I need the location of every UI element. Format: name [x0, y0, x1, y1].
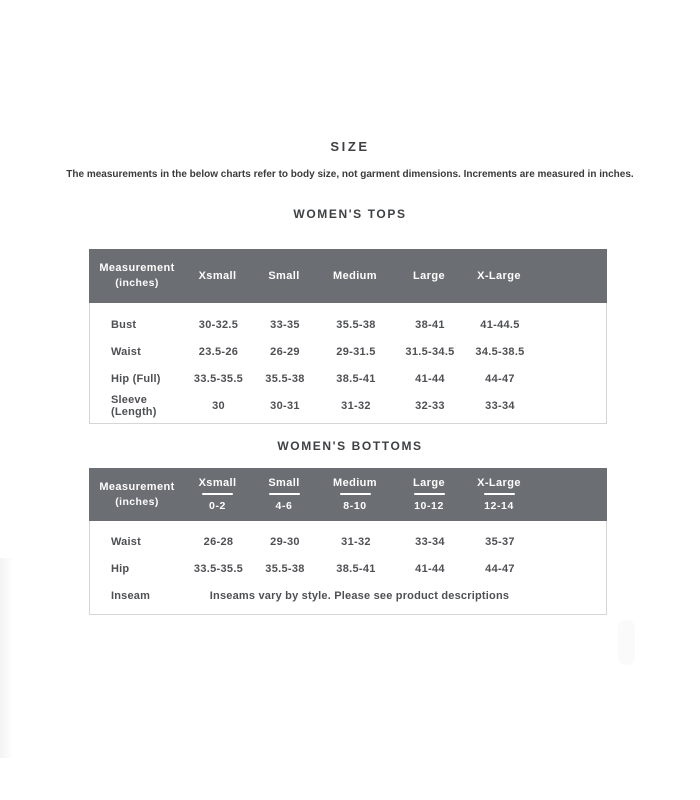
table-row-inseam: [90, 582, 606, 609]
size-label: Medium: [333, 477, 377, 489]
cell-value: 30-32.5: [198, 318, 239, 331]
measurement-header-unit: (inches): [115, 277, 159, 289]
size-header-xsmall: [185, 477, 250, 512]
cell-value: 35-37: [485, 535, 515, 548]
cell-value: 33-34: [415, 535, 445, 548]
size-header-small: Small: [268, 270, 300, 282]
bottoms-table-body: [89, 521, 607, 615]
measurement-header-label: Measurement: [99, 262, 175, 274]
cell-value: 35.5-38: [265, 372, 305, 385]
photo-edge-artifact-left: [0, 558, 13, 758]
size-range: 0-2: [209, 500, 226, 512]
size-label: Large: [413, 477, 445, 489]
size-divider-rule: [340, 493, 371, 495]
table-row-waist: [90, 528, 606, 555]
measurement-header-label: Measurement: [99, 480, 175, 493]
size-divider-rule: [269, 493, 300, 495]
row-label: Waist: [111, 535, 141, 548]
page-subtitle: The measurements in the below charts refer to body size, not garment dimensions. Increments are measured in inches.: [66, 169, 634, 180]
cell-value: 44-47: [485, 372, 515, 385]
size-header-xlarge: X-Large: [477, 270, 521, 282]
photo-edge-artifact-right: [618, 620, 635, 665]
row-label: Hip (Full): [111, 372, 161, 385]
cell-value: 31-32: [341, 399, 371, 412]
table-row-hip: [90, 555, 606, 582]
row-label: Hip: [111, 562, 130, 575]
table-row-bust: [90, 311, 606, 338]
row-label: Bust: [111, 318, 137, 331]
size-range: 12-14: [484, 500, 514, 512]
size-label: X-Large: [477, 477, 521, 489]
row-label: Sleeve (Length): [111, 393, 157, 418]
cell-value: 30: [212, 399, 225, 412]
tops-table-body: [89, 303, 607, 424]
row-label: Waist: [111, 345, 141, 358]
table-row-sleeve: [90, 392, 606, 419]
bottoms-size-table: [89, 468, 607, 615]
table-row-waist: [90, 338, 606, 365]
size-range: 10-12: [414, 500, 444, 512]
cell-value: 31.5-34.5: [405, 345, 455, 358]
page-title: SIZE: [330, 139, 370, 154]
size-range: 8-10: [343, 500, 367, 512]
size-header-small: [250, 477, 318, 512]
cell-value: 38.5-41: [336, 372, 376, 385]
inseam-note: Inseams vary by style. Please see product descriptions: [209, 589, 510, 602]
tops-section-heading: WOMEN'S TOPS: [293, 207, 407, 221]
bottoms-table-header-row: [89, 468, 607, 521]
cell-value: 38-41: [415, 318, 445, 331]
cell-value: 41-44: [415, 372, 445, 385]
size-label: Xsmall: [198, 477, 237, 489]
cell-value: 34.5-38.5: [475, 345, 525, 358]
size-divider-rule: [202, 493, 233, 495]
cell-value: 32-33: [415, 399, 445, 412]
size-range: 4-6: [275, 500, 293, 512]
cell-value: 31-32: [341, 535, 371, 548]
cell-value: 29-30: [270, 535, 300, 548]
size-label: Small: [268, 477, 300, 489]
cell-value: 35.5-38: [265, 562, 305, 575]
cell-value: 29-31.5: [336, 345, 376, 358]
cell-value: 38.5-41: [336, 562, 376, 575]
size-divider-rule: [414, 493, 445, 495]
cell-value: 33-34: [485, 399, 515, 412]
cell-value: 41-44: [415, 562, 445, 575]
size-header-medium: [318, 477, 392, 512]
cell-value: 33-35: [270, 318, 300, 331]
cell-value: 33.5-35.5: [193, 372, 244, 385]
cell-value: 44-47: [485, 562, 515, 575]
table-row-hip: [90, 365, 606, 392]
measurement-header-cell: [89, 480, 185, 510]
measurement-header-unit: (inches): [115, 495, 159, 508]
size-divider-rule: [484, 493, 515, 495]
cell-value: 33.5-35.5: [193, 562, 244, 575]
size-header-xlarge: [466, 477, 532, 512]
cell-value: 23.5-26: [198, 345, 239, 358]
measurement-header-cell: [89, 261, 185, 291]
size-header-large: Large: [413, 270, 445, 282]
bottoms-section-heading: WOMEN'S BOTTOMS: [277, 439, 423, 453]
cell-value: 35.5-38: [336, 318, 376, 331]
cell-value: 26-28: [203, 535, 234, 548]
size-header-large: [392, 477, 466, 512]
tops-size-table: [89, 249, 607, 424]
row-label: Inseam: [111, 589, 151, 602]
tops-table-header-row: [89, 249, 607, 303]
cell-value: 26-29: [270, 345, 300, 358]
size-header-medium: Medium: [333, 270, 377, 282]
cell-value: 41-44.5: [480, 318, 520, 331]
size-header-xsmall: Xsmall: [198, 270, 237, 282]
cell-value: 30-31: [270, 399, 300, 412]
